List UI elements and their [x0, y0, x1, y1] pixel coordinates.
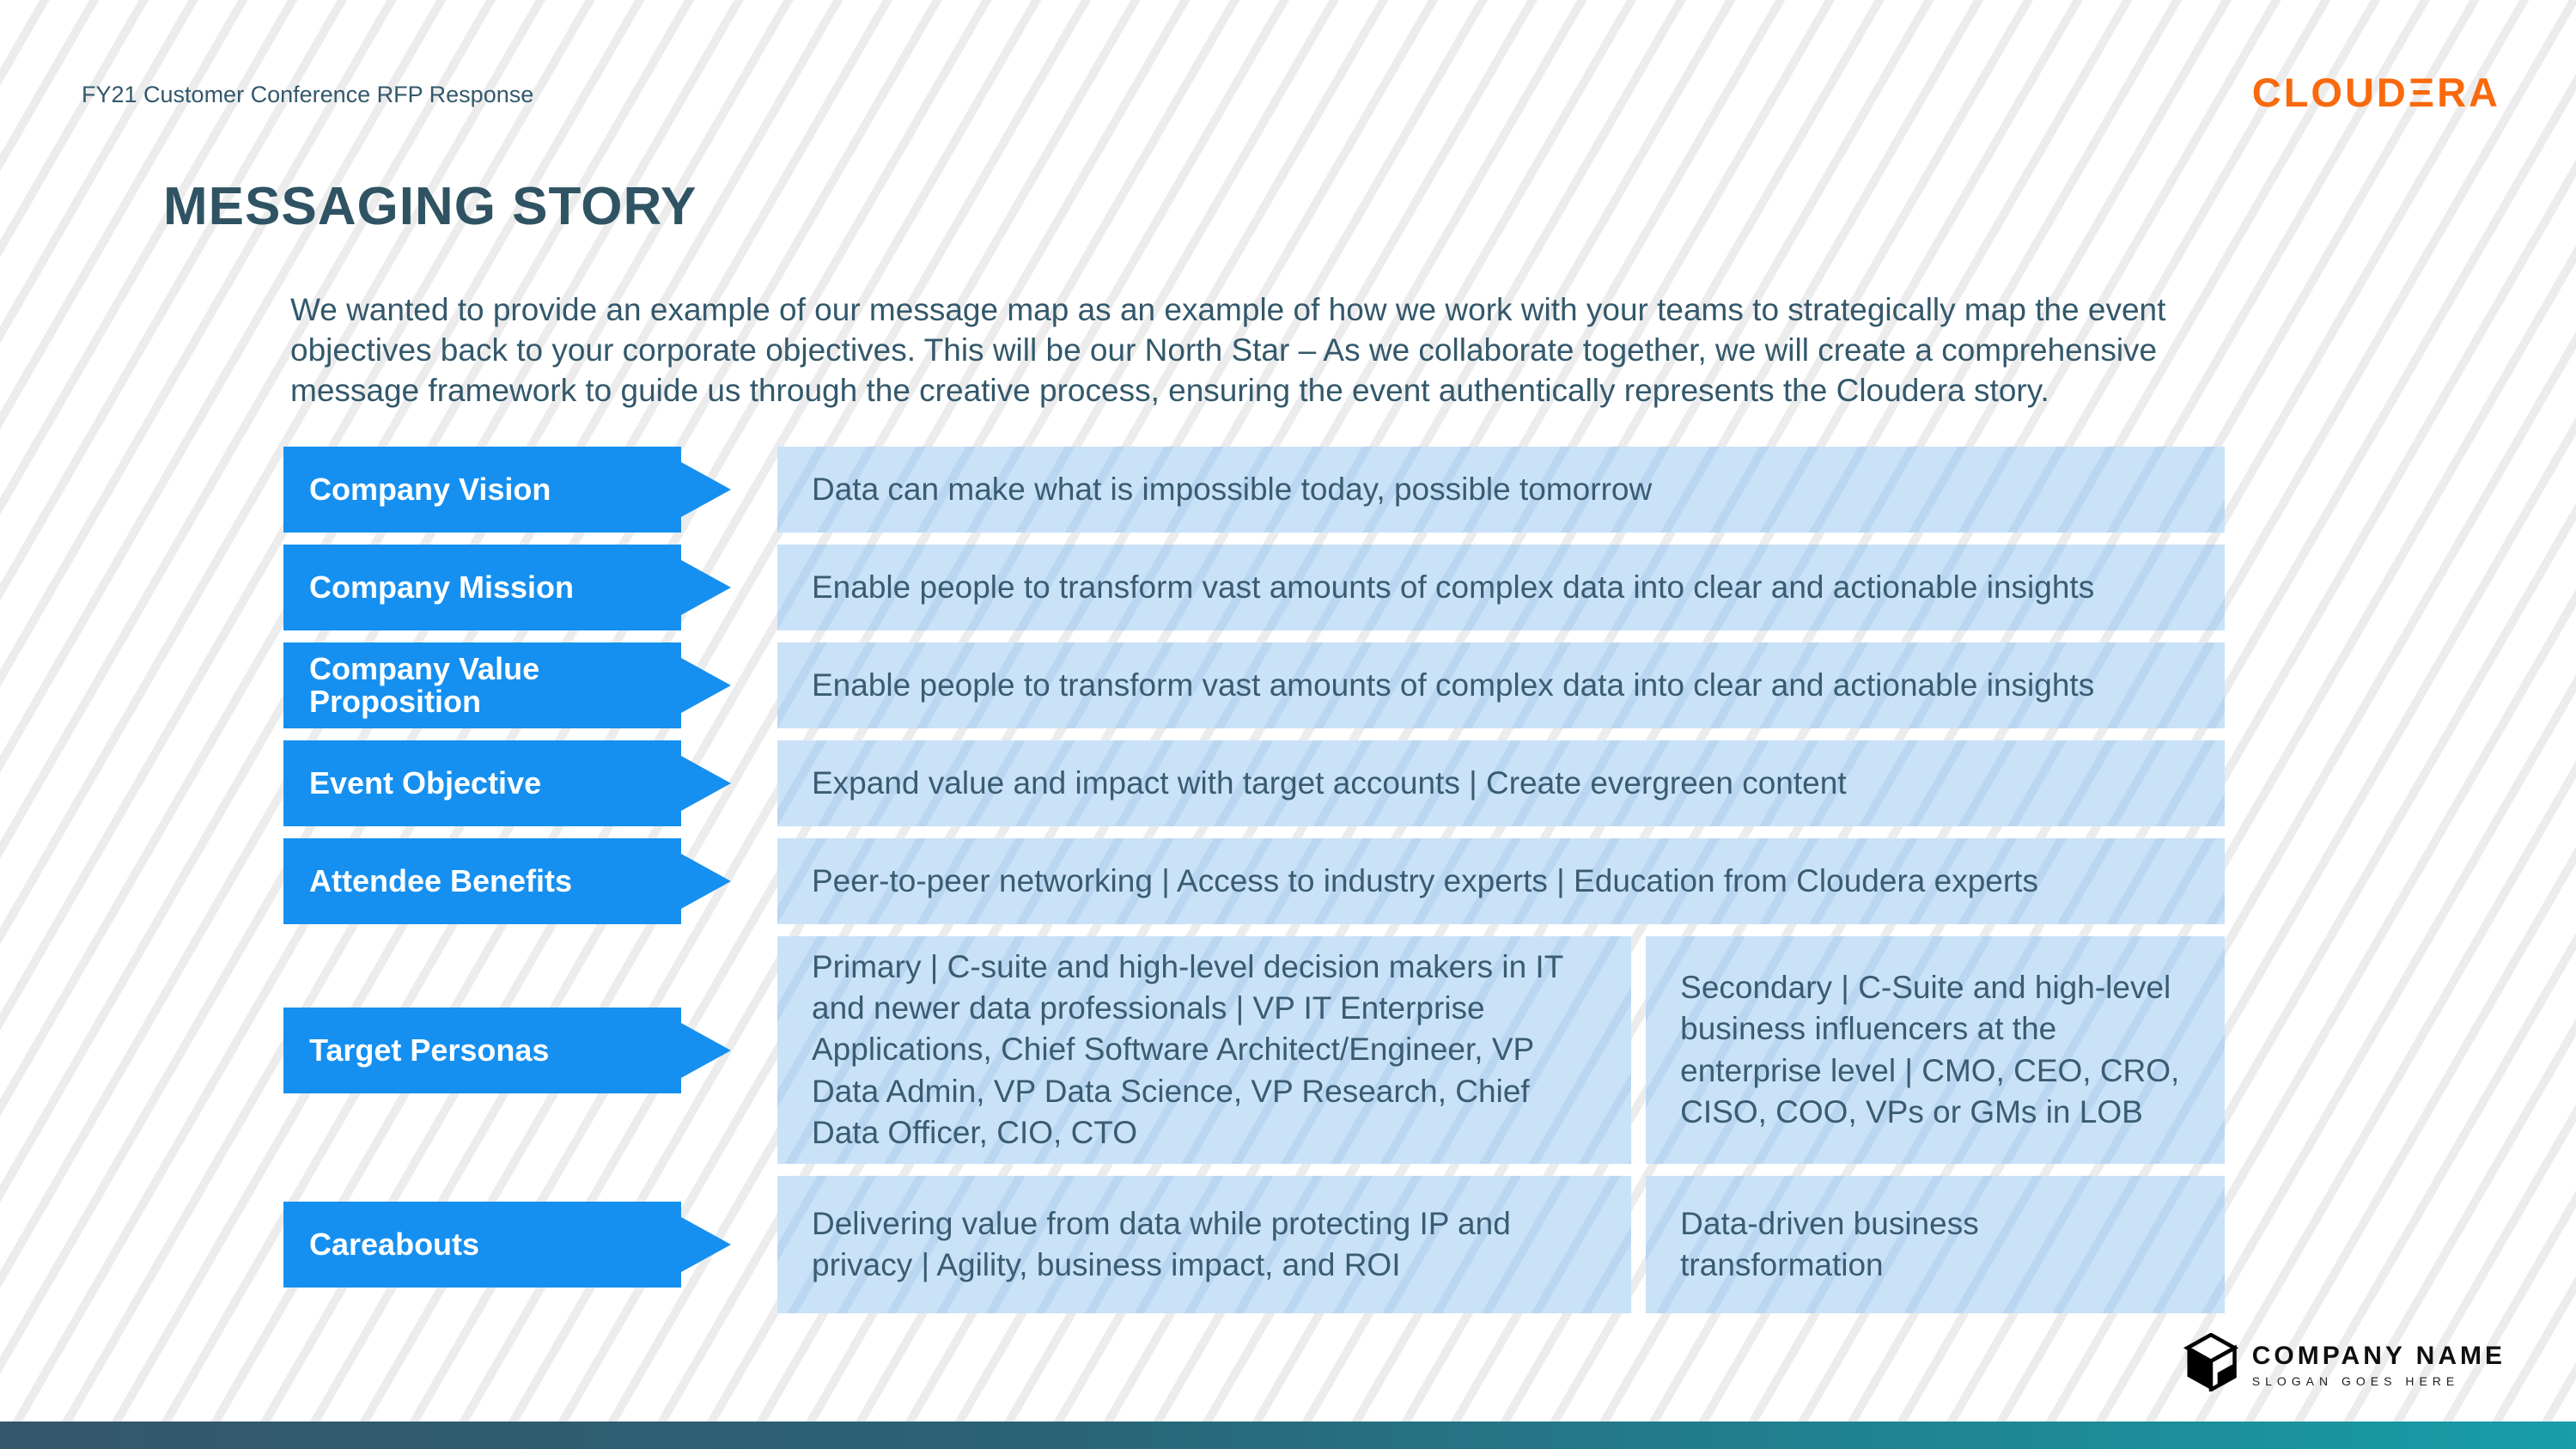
- arrow-tip-icon: [681, 854, 731, 909]
- breadcrumb: FY21 Customer Conference RFP Response: [82, 82, 534, 107]
- map-box: Enable people to transform vast amounts of complex data into clear and actionable insights: [777, 642, 2225, 728]
- bottom-accent-bar: [0, 1422, 2576, 1449]
- intro-paragraph: We wanted to provide an example of our message map as an example of how we work with your teams to strategically map the event objectives back to your corporate objectives. This will be our North Star – As we collaborate together, we will create a comprehensive message framework to guide us through the creative process, ensuring the event authentically represents the Cloudera story.: [290, 292, 2166, 408]
- map-row-company-vision: [283, 447, 2225, 533]
- row-content: [777, 642, 2225, 728]
- row-label-text: Event Objective: [309, 765, 542, 801]
- row-label-text: Target Personas: [309, 1032, 550, 1068]
- row-content: [777, 545, 2225, 630]
- map-box: Data can make what is impossible today, possible tomorrow: [777, 447, 2225, 533]
- map-row-company-mission: [283, 545, 2225, 630]
- row-label-text: Company Value Proposition: [309, 651, 540, 719]
- company-logo-text: [2252, 1342, 2506, 1388]
- arrow-tip-icon: [681, 1023, 731, 1078]
- row-label: [283, 1008, 681, 1093]
- page-title: MESSAGING STORY: [163, 177, 697, 236]
- map-box-secondary: Data-driven business transformation: [1646, 1176, 2225, 1313]
- row-content: [777, 447, 2225, 533]
- arrow-tip-icon: [681, 560, 731, 615]
- row-label-arrow: [283, 1008, 731, 1093]
- map-row-event-objective: [283, 740, 2225, 826]
- company-cube-icon: [2183, 1333, 2238, 1396]
- map-box-secondary: Secondary | C-Suite and high-level business influencers at the enterprise level | CMO, CEO, CRO, CISO, COO, VPs or GMs in LOB: [1646, 936, 2225, 1164]
- row-label-arrow: [283, 545, 731, 630]
- arrow-tip-icon: [681, 1217, 731, 1272]
- row-content: [777, 936, 2225, 1164]
- company-slogan-label: SLOGAN GOES HERE: [2251, 1373, 2460, 1388]
- row-label: [283, 740, 681, 826]
- row-content: [777, 740, 2225, 826]
- message-map: [283, 447, 2225, 1325]
- row-content: [777, 838, 2225, 924]
- arrow-tip-icon: [681, 462, 731, 517]
- row-label: [283, 1202, 681, 1288]
- row-label-arrow: [283, 740, 731, 826]
- row-label: [283, 838, 681, 924]
- row-label: [283, 545, 681, 630]
- company-placeholder-logo: [2183, 1333, 2506, 1396]
- map-row-company-value-proposition: [283, 642, 2225, 728]
- map-box: Enable people to transform vast amounts of complex data into clear and actionable insights: [777, 545, 2225, 630]
- cloudera-logo-pre: CLOUD: [2251, 70, 2409, 115]
- row-label-text: Careabouts: [309, 1227, 480, 1263]
- map-box: Peer-to-peer networking | Access to industry experts | Education from Cloudera experts: [777, 838, 2225, 924]
- cloudera-logo-e: Ξ: [2408, 70, 2438, 115]
- row-label-text: Attendee Benefits: [309, 863, 573, 899]
- arrow-tip-icon: [681, 658, 731, 713]
- map-row-target-personas: [283, 936, 2225, 1164]
- row-label-arrow: [283, 447, 731, 533]
- map-row-careabouts: [283, 1176, 2225, 1313]
- map-row-attendee-benefits: [283, 838, 2225, 924]
- cloudera-logo-post: RA: [2437, 70, 2500, 115]
- cloudera-logo: [2252, 69, 2500, 116]
- arrow-tip-icon: [681, 756, 731, 811]
- map-box-primary: Primary | C-suite and high-level decision makers in IT and newer data professionals | VP IT Enterprise Applications, Chief Software Architect/Engineer, VP Data Admin, VP Data Science, VP Research, Chief Data Officer, CIO, CTO: [777, 936, 1631, 1164]
- row-label-arrow: [283, 642, 731, 728]
- row-label-arrow: [283, 838, 731, 924]
- row-label: [283, 447, 681, 533]
- row-label-text: Company Vision: [309, 472, 551, 508]
- row-label: [283, 642, 681, 728]
- row-label-text: Company Mission: [309, 569, 575, 606]
- map-box: Expand value and impact with target accounts | Create evergreen content: [777, 740, 2225, 826]
- company-name-label: COMPANY NAME: [2251, 1341, 2506, 1370]
- map-box-primary: Delivering value from data while protecting IP and privacy | Agility, business impact, and ROI: [777, 1176, 1631, 1313]
- row-label-arrow: [283, 1202, 731, 1288]
- row-content: [777, 1176, 2225, 1313]
